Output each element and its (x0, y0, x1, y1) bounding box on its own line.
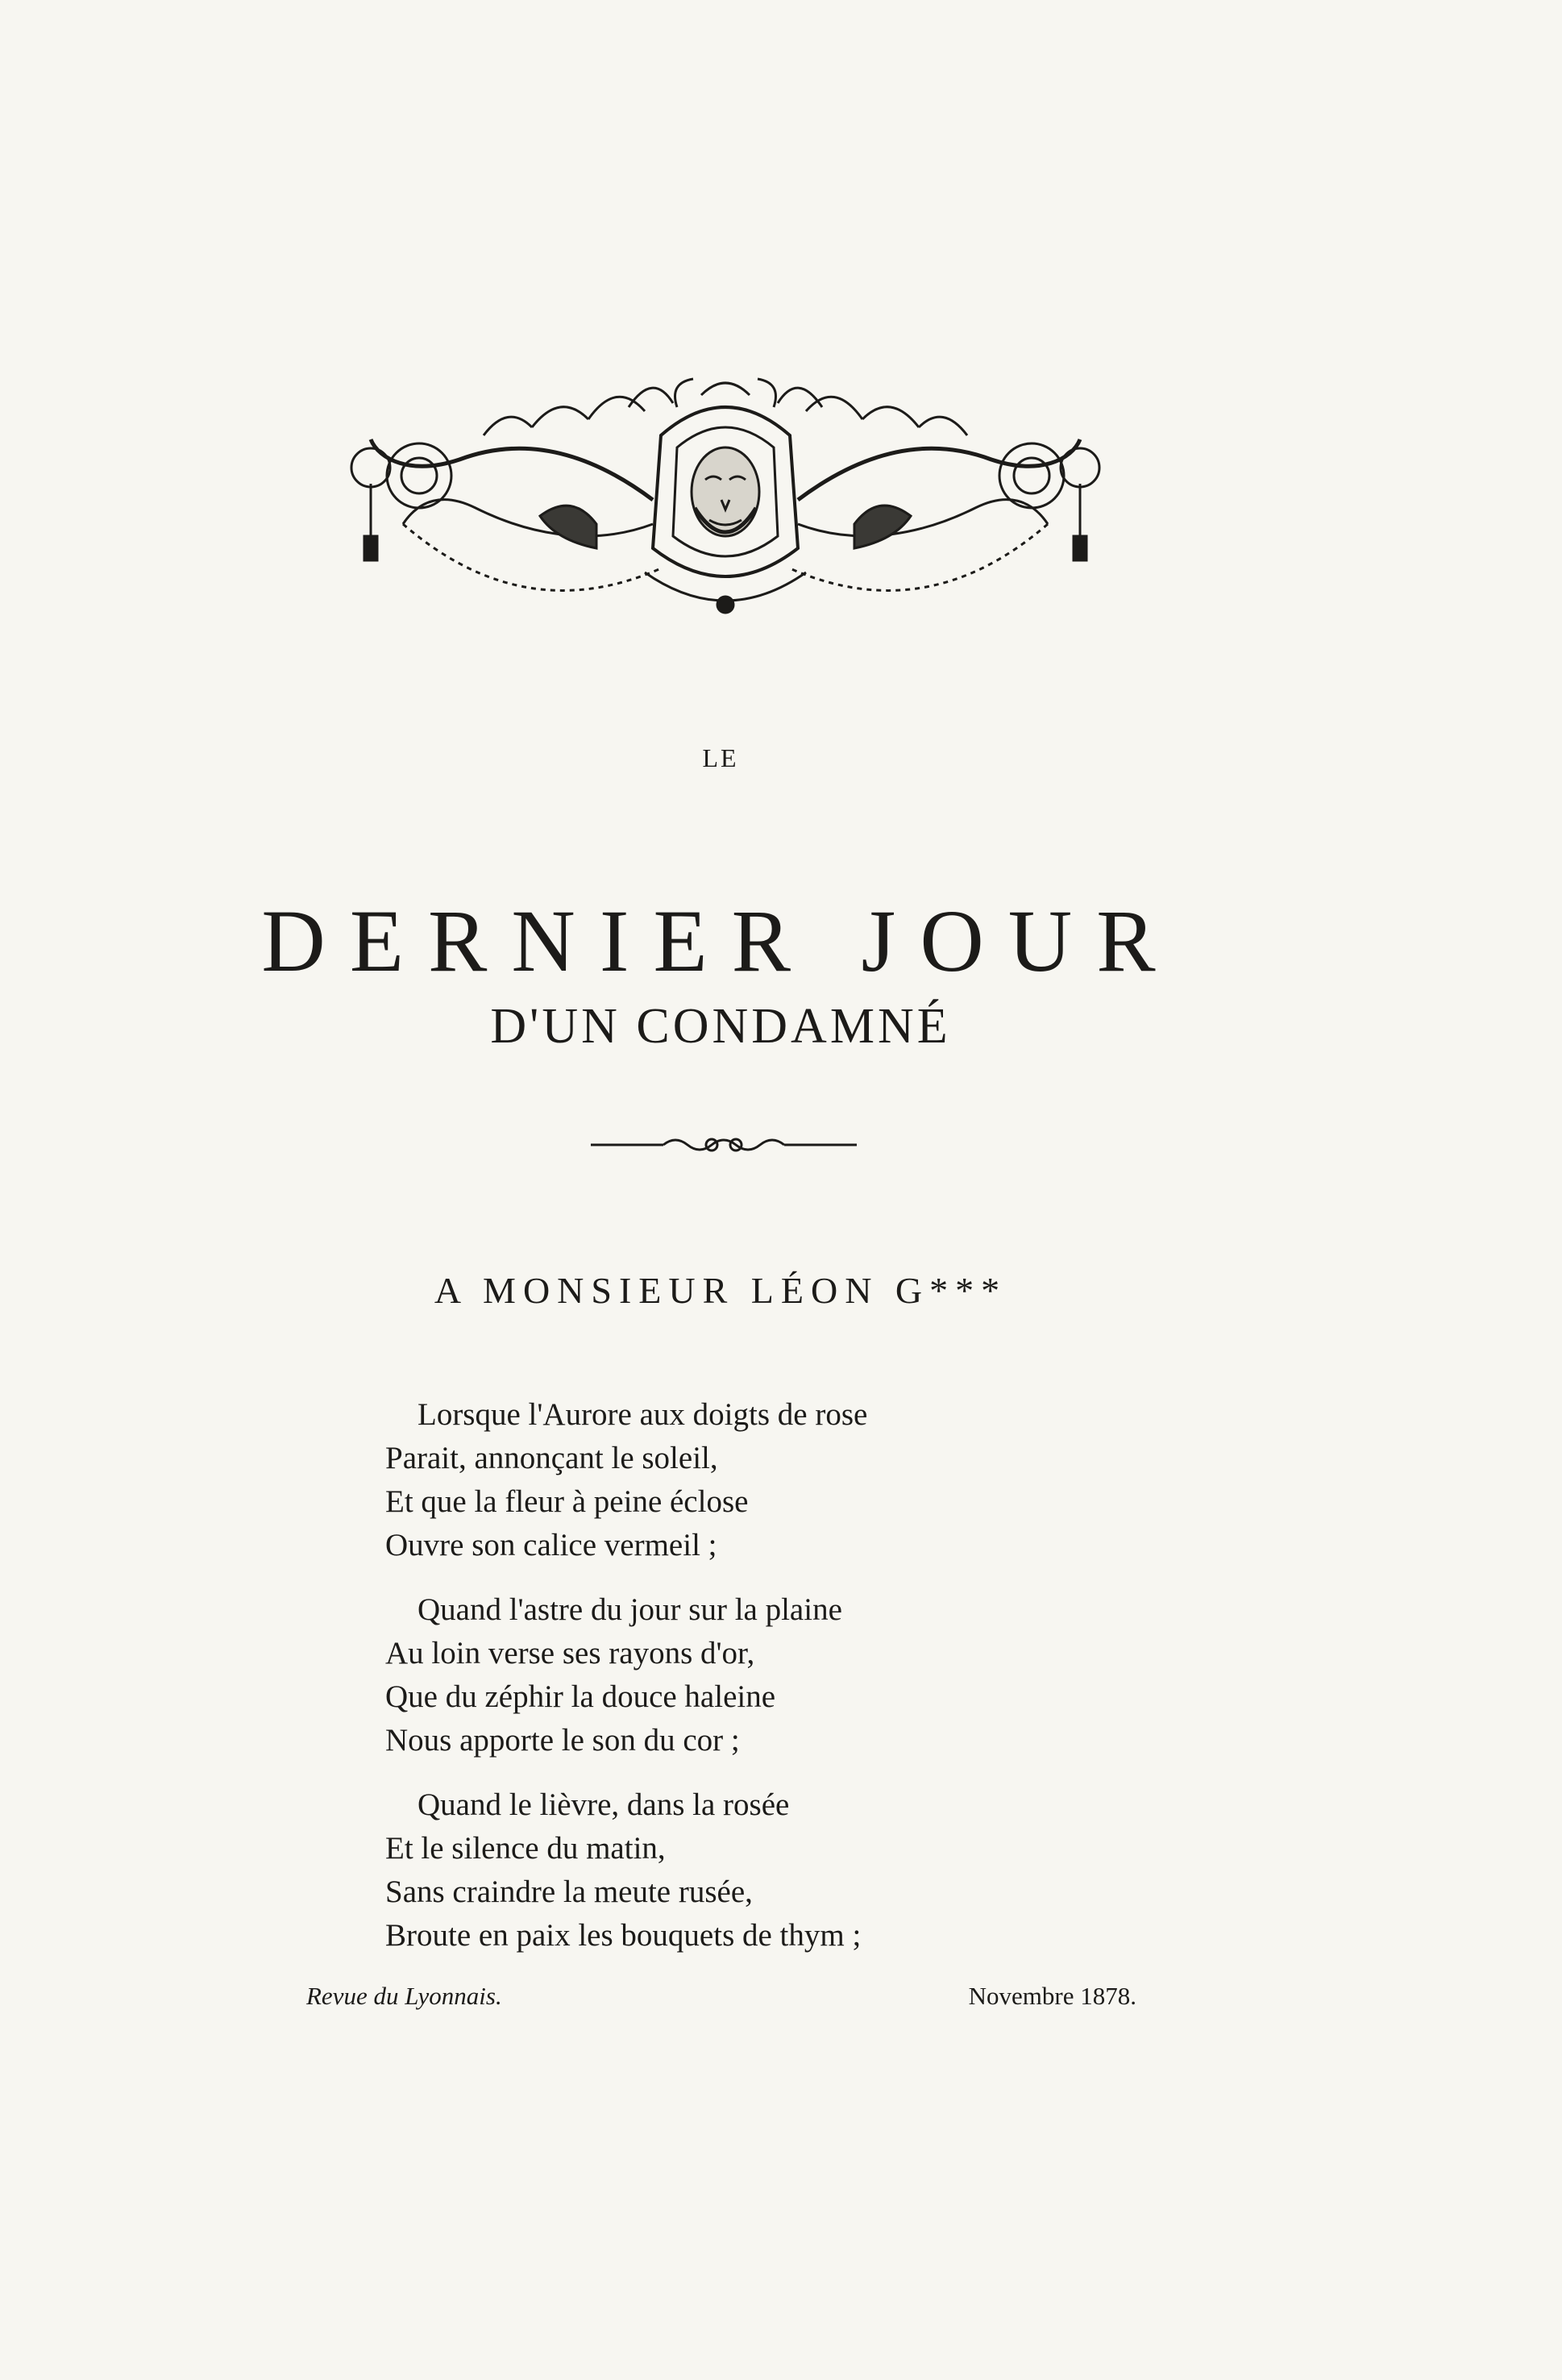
page-subtitle: D'UN CONDAMNÉ (490, 999, 951, 1054)
footer-date: Novembre 1878. (968, 1982, 1136, 2010)
poem-line: Lorsque l'Aurore aux doigts de rose (418, 1397, 868, 1432)
divider-flourish-icon (591, 1129, 857, 1161)
poem-stanza (385, 1783, 1046, 1958)
page-title: DERNIER JOUR (261, 891, 1180, 990)
poem-line: Et le silence du matin, (385, 1831, 666, 1866)
page-footer (306, 1982, 1136, 2011)
poem-line: Quand l'astre du jour sur la plaine (418, 1592, 842, 1627)
poem-line: Nous apporte le son du cor ; (385, 1723, 740, 1758)
poem-line: Que du zéphir la douce haleine (385, 1679, 776, 1714)
poem (385, 1393, 1046, 1978)
poem-line: Sans craindre la meute rusée, (385, 1874, 753, 1909)
dedication: A MONSIEUR LÉON G*** (434, 1270, 1007, 1311)
headpiece-ornament-icon (322, 363, 1128, 629)
poem-stanza (385, 1393, 1046, 1567)
poem-line: Au loin verse ses rayons d'or, (385, 1636, 755, 1671)
footer-journal: Revue du Lyonnais. (306, 1982, 502, 2010)
poem-line: Ouvre son calice vermeil ; (385, 1528, 717, 1562)
title-kicker: LE (702, 743, 739, 772)
poem-line: Broute en paix les bouquets de thym ; (385, 1918, 862, 1953)
poem-stanza (385, 1588, 1046, 1762)
poem-line: Quand le lièvre, dans la rosée (418, 1787, 790, 1822)
poem-line: Parait, annonçant le soleil, (385, 1441, 718, 1475)
poem-line: Et que la fleur à peine éclose (385, 1484, 749, 1519)
